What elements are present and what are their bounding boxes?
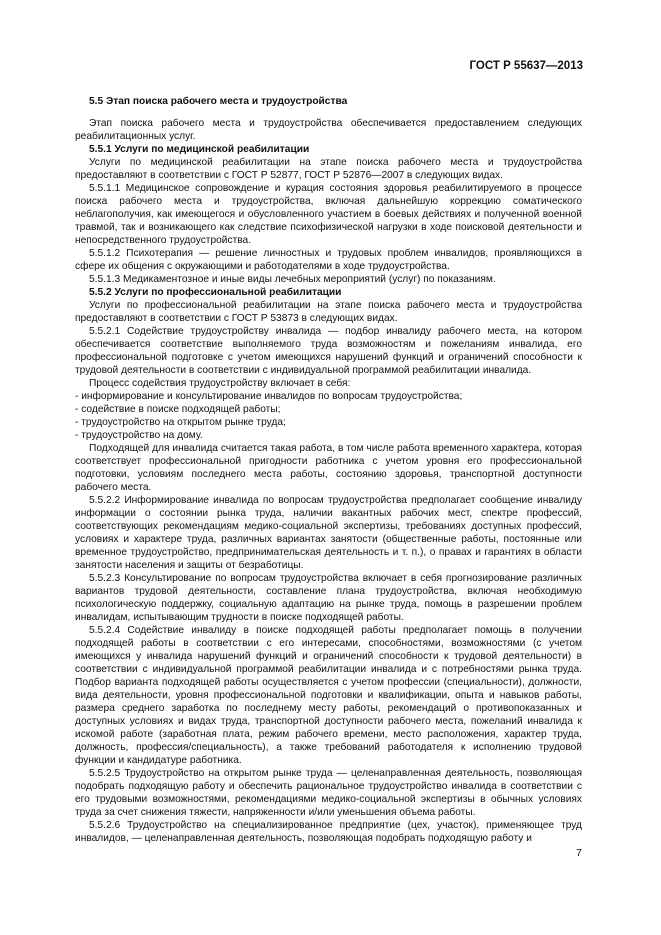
list-item: - содействие в поиске подходящей работы;: [75, 404, 281, 415]
paragraph-5522: 5.5.2.2 Информирование инвалида по вопросам трудоустройства предполагает сообщение инвалиду информации о состоянии рынка труда, наличии вакантных рабочих мест, спектре профессий, соответствующих рекомендациям медико-социальной экспертизы, требованиях доступных профессий, условиях и характере труда, различных вариантах занятости (общественные работы, постоянные или временное трудоустройство, предпринимательская деятельность и т. п.), о правах и гарантиях в области занятости населения и защиты от безработицы.: [75, 495, 582, 571]
process-intro: Процесс содействия трудоустройству включает в себя:: [89, 378, 351, 389]
paragraph-5512: 5.5.1.2 Психотерапия — решение личностных и трудовых проблем инвалидов, проявляющихся в сфере их общения с окружающими и работодателями в ходе трудоустройства.: [75, 248, 582, 272]
paragraph-5523: 5.5.2.3 Консультирование по вопросам трудоустройства включает в себя прогнозирование различных вариантов трудовой деятельности, составление плана трудоустройства, включая необходимую психологическую поддержку, социальную адаптацию на рынке труда, помощь в разрешении проблем инвалидам, испытывающим трудности в поиске подходящей работы.: [75, 573, 582, 623]
section-title: 5.5 Этап поиска рабочего места и трудоустройства: [89, 96, 348, 107]
paragraph-5524: 5.5.2.4 Содействие инвалиду в поиске подходящей работы предполагает помощь в получении подходящей работы в соответствии с его интересами, способностями, возможностями (с учетом имеющихся у инвалида нарушений функций и ограничений способности к трудовой деятельности) в соответствии с индивидуальной программой реабилитации инвалида и с потребностями рынка труда. Подбор варианта подходящей работы осуществляется с учетом профессии (специальности), должности, вида деятельности, уровня профессиональной подготовки и квалификации, опыта и навыков работы, размера среднего заработка по последнему месту работы, рекомендаций о противопоказанных и доступных условиях и видах труда, транспортной доступности рабочего места, пожеланий инвалида к искомой работе (заработная плата, режим рабочего времени, место расположения, характер труда, должность, профессия/специальность), а также требований работодателя к исполнению трудовой функции и кандидатуре работника.: [75, 625, 582, 766]
section-intro: Этап поиска рабочего места и трудоустройства обеспечивается предоставлением следующих реабилитационных услуг.: [75, 118, 582, 142]
paragraph-5513: 5.5.1.3 Медикаментозное и иные виды лечебных мероприятий (услуг) по показаниям.: [89, 274, 496, 285]
professional-heading: 5.5.2 Услуги по профессиональной реабилитации: [89, 287, 342, 298]
medical-heading: 5.5.1 Услуги по медицинской реабилитации: [89, 144, 310, 155]
paragraph-5526: 5.5.2.6 Трудоустройство на специализированное предприятие (цех, участок), применяющее труд инвалидов, — целенаправленная деятельность, позволяющая подобрать подходящую работу и: [75, 820, 582, 844]
paragraph-5521: 5.5.2.1 Содействие трудоустройству инвалида — подбор инвалиду рабочего места, на котором обеспечивается соответствие выполняемого труда возможностям и пожеланиям инвалида, его профессиональной подготовке с учетом имеющихся нарушений функций и ограничений способности к трудовой деятельности в соответствии с индивидуальной программой реабилитации инвалида.: [75, 326, 582, 376]
document-code: ГОСТ Р 55637—2013: [469, 60, 583, 72]
suitable-work-paragraph: Подходящей для инвалида считается такая работа, в том числе работа временного характера, которая соответствует профессиональной пригодности работника с учетом уровня его профессиональной подготовки, условиям последнего места работы, состоянию здоровья, транспортной доступности рабочего места.: [75, 443, 582, 493]
professional-intro: Услуги по профессиональной реабилитации на этапе поиска рабочего места и трудоустройства предоставляют в соответствии с ГОСТ Р 53873 в следующих видах.: [75, 300, 582, 324]
document-body: [75, 95, 582, 845]
medical-intro: Услуги по медицинской реабилитации на этапе поиска рабочего места и трудоустройства предоставляют в соответствии с ГОСТ Р 52877, ГОСТ Р 52876—2007 в следующих видах.: [75, 157, 582, 181]
paragraph-5525: 5.5.2.5 Трудоустройство на открытом рынке труда — целенаправленная деятельность, позволяющая подобрать подходящую работу и обеспечить рациональное трудоустройство инвалида в соответствии с его трудовыми возможностями, рекомендациями медико-социальной экспертизы в обычных условиях труда за счет снижения тяжести, напряженности и/или уменьшения объема работы.: [75, 768, 582, 818]
list-item: - информирование и консультирование инвалидов по вопросам трудоустройства;: [75, 391, 463, 402]
list-item: - трудоустройство на дому.: [75, 430, 203, 441]
list-item: - трудоустройство на открытом рынке труда;: [75, 417, 286, 428]
page-number: 7: [576, 847, 582, 859]
paragraph-5511: 5.5.1.1 Медицинское сопровождение и курация состояния здоровья реабилитируемого в процессе поиска рабочего места и трудоустройства, включая дальнейшую коррекцию соматического неблагополучия, как имеющегося и обусловленного участием в боевых действиях и полученной военной травмой, так и возникающего как следствие психофизической нагрузки в ходе поисковой деятельности и непосредственного трудоустройства.: [75, 183, 582, 246]
